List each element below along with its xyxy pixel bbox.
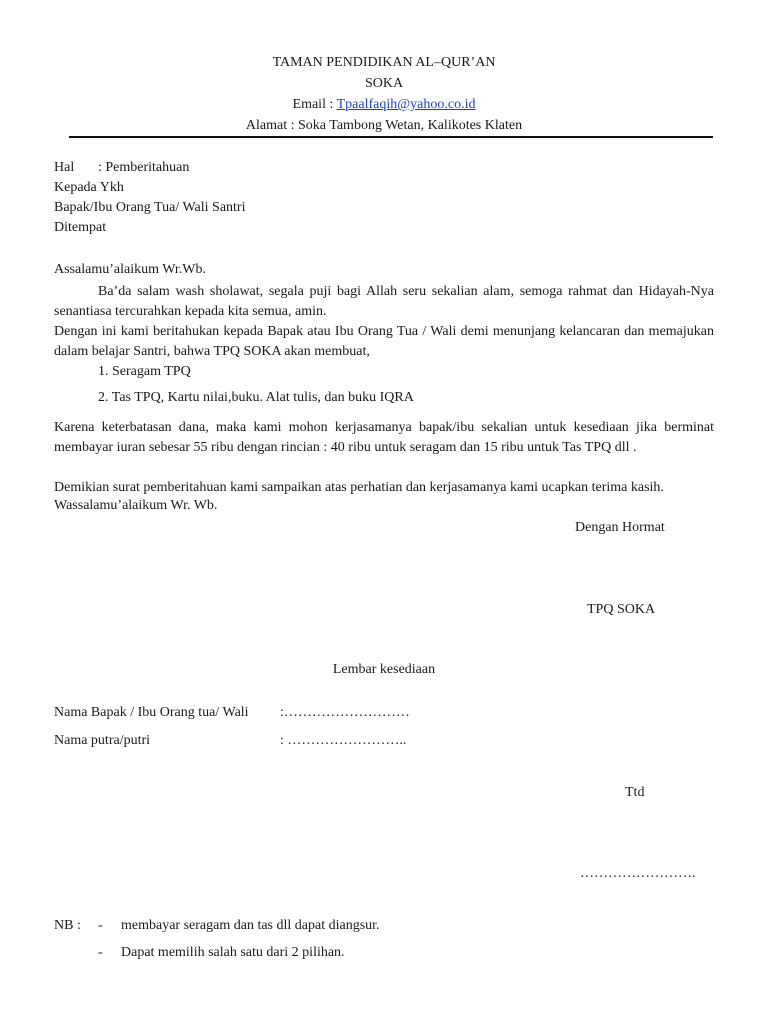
- signature-org: TPQ SOKA: [587, 602, 656, 617]
- header-address: Alamat : Soka Tambong Wetan, Kalikotes Klaten: [245, 118, 523, 133]
- email-link[interactable]: Tpaalfaqih@yahoo.co.id: [336, 97, 476, 112]
- recipient-line-2: Bapak/Ibu Orang Tua/ Wali Santri: [54, 200, 246, 215]
- form-title: Lembar kesediaan: [332, 662, 436, 677]
- header-divider: [69, 136, 713, 138]
- notes-label: NB :: [54, 918, 81, 933]
- header-institution: TAMAN PENDIDIKAN AL–QUR’AN: [272, 55, 496, 70]
- note-2: Dapat memilih salah satu dari 2 pilihan.: [121, 945, 345, 960]
- subject-label: Hal: [54, 160, 75, 175]
- parent-name-field: :………………………: [280, 705, 410, 720]
- regards-text: Dengan Hormat: [575, 520, 665, 535]
- recipient-line-1: Kepada Ykh: [54, 180, 124, 195]
- paragraph-announcement: Dengan ini kami beritahukan kepada Bapak atau Ibu Orang Tua / Wali demi menunjang kelancaran dan memajukan dalam belajar Santri, bahwa TPQ SOKA akan membuat,: [54, 324, 714, 359]
- signature-label: Ttd: [625, 785, 645, 800]
- subject-value: : Pemberitahuan: [98, 160, 190, 175]
- list-item-1: 1. Seragam TPQ: [98, 364, 191, 379]
- paragraph-fees: Karena keterbatasan dana, maka kami mohon kerjasamanya bapak/ibu sekalian untuk kesediaan jika berminat membayar iuran sebesar 55 ribu dengan rincian : 40 ribu untuk seragam dan 15 ribu untuk Tas TPQ dll .: [54, 420, 714, 455]
- note-bullet: -: [98, 945, 103, 960]
- closing-salutation: Wassalamu’alaikum Wr. Wb.: [54, 498, 218, 513]
- child-name-field: : ……………………..: [280, 733, 407, 748]
- parent-name-label: Nama Bapak / Ibu Orang tua/ Wali: [54, 705, 249, 720]
- header-place: SOKA: [364, 76, 404, 91]
- recipient-line-3: Ditempat: [54, 220, 107, 235]
- signature-line: …………………….: [580, 866, 696, 881]
- paragraph-opening: Ba’da salam wash sholawat, segala puji bagi Allah seru sekalian alam, semoga rahmat dan Hidayah-Nya senantiasa tercurahkan kepada kita semua, amin.: [54, 284, 714, 319]
- note-bullet: -: [98, 918, 103, 933]
- email-label: Email :: [292, 97, 337, 112]
- list-item-2: 2. Tas TPQ, Kartu nilai,buku. Alat tulis, dan buku IQRA: [98, 390, 414, 405]
- child-name-label: Nama putra/putri: [54, 733, 151, 748]
- greeting: Assalamu’alaikum Wr.Wb.: [54, 262, 206, 277]
- header-email-line: [0, 97, 768, 113]
- paragraph-closing: Demikian surat pemberitahuan kami sampaikan atas perhatian dan kerjasamanya kami ucapkan terima kasih.: [54, 480, 664, 495]
- note-1: membayar seragam dan tas dll dapat diangsur.: [121, 918, 380, 933]
